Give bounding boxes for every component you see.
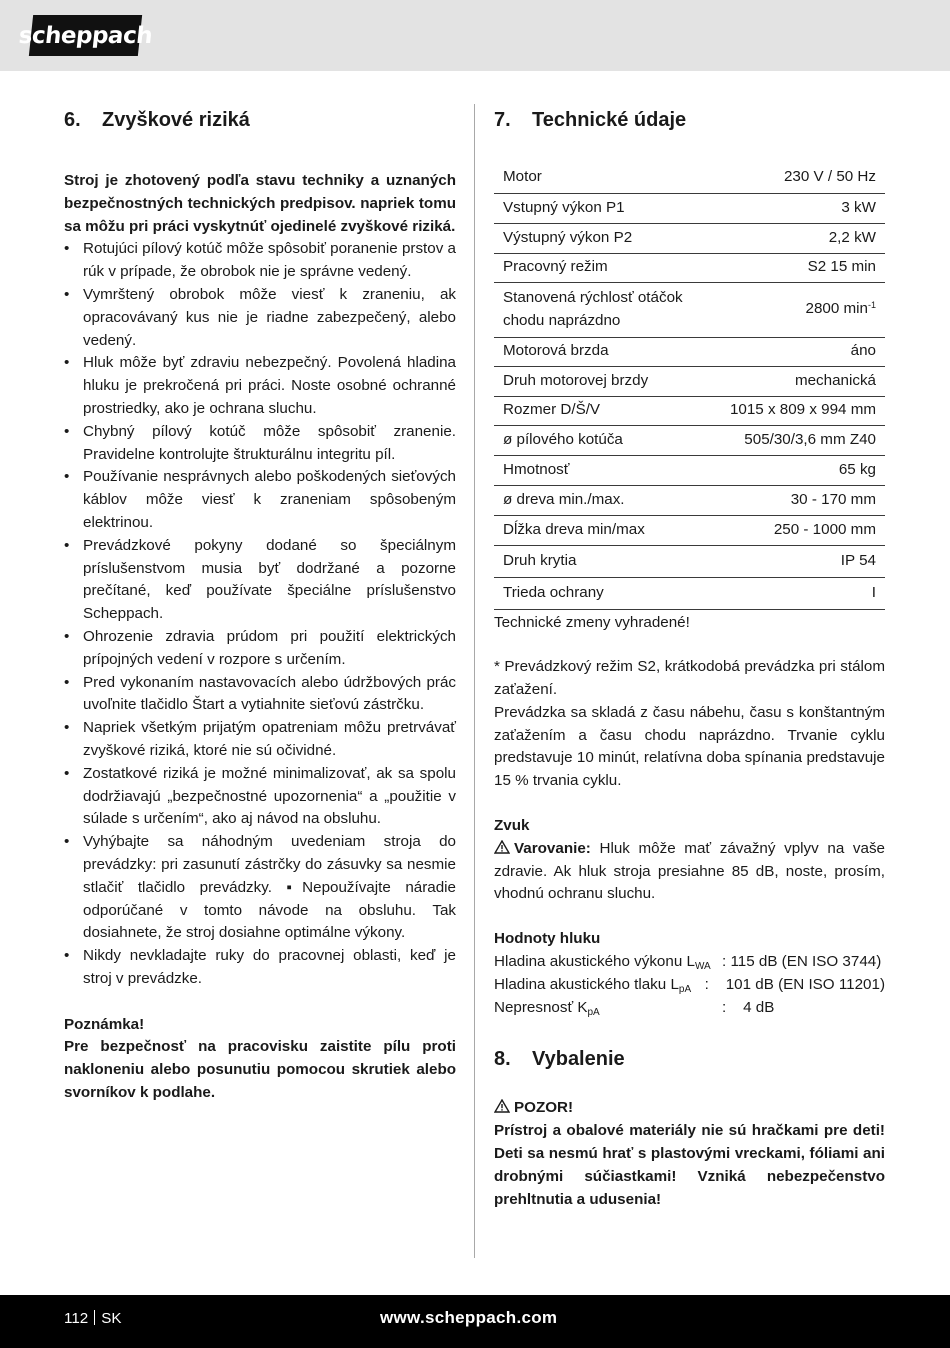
spec-label: Trieda ochrany xyxy=(494,577,712,609)
table-row xyxy=(494,455,885,485)
list-item: • Napriek všetkým prijatým opatreniam môžu pretrvávať zvyškové riziká, ktoré nie sú očividné. xyxy=(64,717,456,763)
warning-label: Varovanie: xyxy=(514,839,591,857)
spec-label: Stanovená rýchlosť otáčok chodu naprázdno xyxy=(494,282,712,337)
table-row xyxy=(494,485,885,515)
right-column xyxy=(494,106,885,1211)
section-number: 7. xyxy=(494,109,511,131)
noise-subscript: pA xyxy=(587,1006,600,1018)
spec-value: 65 kg xyxy=(712,455,885,485)
table-row xyxy=(494,223,885,253)
tech-changes-note: Technické zmeny vyhradené! xyxy=(494,613,690,631)
spec-label: ø pílového kotúča xyxy=(494,425,712,455)
spec-label: Hmotnosť xyxy=(494,455,712,485)
caution-label-text: POZOR! xyxy=(514,1099,574,1117)
column-divider xyxy=(474,104,475,1258)
table-row xyxy=(494,337,885,366)
duty-cycle-explanation: Prevádzka sa skladá z času nábehu, času s konštantným zaťažením a času chodu naprázdno. Trvanie cyklu predstavuje 10 minút, relatívna doba spínania predstavuje 15 % trvania cyklu. xyxy=(494,703,885,790)
warning-triangle-icon xyxy=(494,840,510,854)
spec-label: Výstupný výkon P2 xyxy=(494,223,712,253)
table-row xyxy=(494,193,885,223)
spec-value: 230 V / 50 Hz xyxy=(712,163,885,193)
spec-value: IP 54 xyxy=(712,545,885,577)
left-column xyxy=(64,106,456,1105)
spec-value: 505/30/3,6 mm Z40 xyxy=(712,425,885,455)
language-code: SK xyxy=(101,1310,122,1327)
spec-label: Druh krytia xyxy=(494,545,712,577)
separator xyxy=(94,1310,95,1325)
spec-value-exponent: -1 xyxy=(867,300,876,311)
list-item: • Zostatkové riziká je možné minimalizovať, ak sa spolu dodržiavajú „bezpečnostné upozornenia“ a „použitie v súlade s určením“, ako aj návod na obsluhu. xyxy=(64,763,456,831)
warning-triangle-icon xyxy=(494,1099,510,1113)
section-6-heading xyxy=(64,106,456,134)
website-link[interactable]: www.scheppach.com xyxy=(380,1308,558,1327)
spec-value: 3 kW xyxy=(712,193,885,223)
noise-label xyxy=(494,997,722,1020)
caution-text: Prístroj a obalové materiály nie sú hračkami pre deti! Deti sa nesmú hrať s plastovými vreckami, fóliami ani drobnými súčiastkami! Vzniká nebezpečenstvo prehltnutia a udusenia! xyxy=(494,1122,885,1208)
list-item: • Nikdy nevkladajte ruky do pracovnej oblasti, keď je stroj v prevádzke. xyxy=(64,945,456,991)
noise-value: : 115 dB (EN ISO 3744) xyxy=(722,953,882,971)
page-info xyxy=(64,1310,121,1327)
list-item: • Používanie nesprávnych alebo poškodených sieťových káblov môže viesť k zraneniam spôsobeným elektrinou. xyxy=(64,466,456,534)
table-row xyxy=(494,163,885,193)
spec-value: 250 - 1000 mm xyxy=(712,515,885,545)
spec-value: 2,2 kW xyxy=(712,223,885,253)
noise-label xyxy=(494,974,705,997)
spec-value-text: 2800 min xyxy=(805,300,868,318)
section-number: 8. xyxy=(494,1048,511,1071)
note-label: Poznámka! xyxy=(64,1015,145,1033)
list-item: • Rotujúci pílový kotúč môže spôsobiť poranenie prstov a rúk v prípade, že obrobok nie je správne vedený. xyxy=(64,238,456,284)
page-number: 112 xyxy=(64,1310,89,1327)
spec-label: Motorová brzda xyxy=(494,337,712,366)
noise-value-row xyxy=(494,997,885,1020)
list-item: • Vyhýbajte sa náhodným uvedeniam stroja do prevádzky: pri zasunutí zástrčky do zásuvky sa nesmie stlačiť tlačidlo prevádzky. ▪Nepoužívajte náradie odporúčané v tomto návode na obsluhu. Tak dosiahnete, že stroj dosiahne optimálne výkony. xyxy=(64,831,456,945)
spec-label: Druh motorovej brzdy xyxy=(494,366,712,396)
duty-cycle-footnote: * Prevádzkový režim S2, krátkodobá prevádzka pri stálom zaťažení. xyxy=(494,658,885,699)
list-item: • Prevádzkové pokyny dodané so špeciálnym príslušenstvom musia byť dodržané a pozorne prečítané, keď používate špeciálne príslušenstvo Scheppach. xyxy=(64,535,456,626)
noise-label-text: Nepresnosť K xyxy=(494,998,588,1016)
section-7-heading xyxy=(494,106,885,134)
spec-label: Motor xyxy=(494,163,712,193)
technical-data-table xyxy=(494,163,885,610)
noise-value-row xyxy=(494,951,885,974)
warning-text: Hluk môže mať závažný vplyv na vaše zdravie. Ak hluk stroja presiahne 85 dB, noste, prosím, vhodnú ochranu sluchu. xyxy=(494,839,885,903)
section-8-heading xyxy=(494,1045,885,1073)
section-title: Technické údaje xyxy=(532,109,687,131)
list-item: • Hluk môže byť zdraviu nebezpečný. Povolená hladina hluku je prekročená pri práci. Noste osobné ochranné prostriedky, ako je ochrana sluchu. xyxy=(64,352,456,420)
section-title: Zvyškové riziká xyxy=(102,109,250,131)
note-text: Pre bezpečnosť na pracovisku zaistite pílu proti nakloneniu alebo posunutiu pomocou skrutiek alebo svorníkov k podlahe. xyxy=(64,1038,456,1102)
section-title: Vybalenie xyxy=(532,1048,625,1071)
table-row xyxy=(494,396,885,425)
footer-bar xyxy=(0,1295,950,1348)
spec-value: 1015 x 809 x 994 mm xyxy=(712,396,885,425)
spec-value: áno xyxy=(712,337,885,366)
noise-value: : 101 dB (EN ISO 11201) xyxy=(704,975,885,993)
list-item: • Vymrštený obrobok môže viesť k zraneniu, ak opracovávaný kus nie je riadne zabezpečený, alebo vedený. xyxy=(64,284,456,352)
noise-subscript: pA xyxy=(678,983,692,995)
spec-value: S2 15 min xyxy=(712,253,885,282)
noise-subscript: WA xyxy=(694,961,711,973)
residual-risks-list xyxy=(64,238,456,990)
header-bar xyxy=(0,0,950,71)
caution-label xyxy=(494,1097,885,1120)
spec-label: Rozmer D/Š/V xyxy=(494,396,712,425)
table-row xyxy=(494,282,885,337)
spec-value: 30 - 170 mm xyxy=(712,485,885,515)
spec-label: Dĺžka dreva min/max xyxy=(494,515,712,545)
noise-label xyxy=(494,951,722,974)
residual-risks-intro: Stroj je zhotovený podľa stavu techniky a uznaných bezpečnostných technických predpisov. napriek tomu sa môžu pri práci vyskytnúť ojedinelé zvyškové riziká. xyxy=(64,172,456,235)
table-row xyxy=(494,366,885,396)
spec-label: Vstupný výkon P1 xyxy=(494,193,712,223)
scheppach-logo xyxy=(17,15,154,56)
noise-label-text: Hladina akustického výkonu L xyxy=(494,953,695,971)
list-item: • Pred vykonaním nastavovacích alebo údržbových prác uvoľnite tlačidlo Štart a vytiahnite sieťovú zástrčku. xyxy=(64,672,456,718)
noise-warning xyxy=(494,838,885,906)
noise-label-text: Hladina akustického tlaku L xyxy=(494,975,679,993)
spec-label: Pracovný režim xyxy=(494,253,712,282)
table-row xyxy=(494,425,885,455)
table-row xyxy=(494,577,885,609)
noise-value: : 4 dB xyxy=(722,998,775,1016)
table-row xyxy=(494,253,885,282)
table-row xyxy=(494,515,885,545)
table-row xyxy=(494,545,885,577)
noise-heading: Zvuk xyxy=(494,817,530,835)
spec-value xyxy=(712,282,885,337)
spec-label: ø dreva min./max. xyxy=(494,485,712,515)
list-item: • Chybný pílový kotúč môže spôsobiť zranenie. Pravidelne kontrolujte štrukturálnu integritu píl. xyxy=(64,421,456,467)
spec-value: I xyxy=(712,577,885,609)
list-item: • Ohrozenie zdravia prúdom pri použití elektrických prípojných vedení v rozpore s určením. xyxy=(64,626,456,672)
spec-value: mechanická xyxy=(712,366,885,396)
logo-text: scheppach xyxy=(17,22,154,49)
section-number: 6. xyxy=(64,109,81,131)
noise-value-row xyxy=(494,974,885,997)
noise-values-heading: Hodnoty hluku xyxy=(494,930,601,948)
note-block xyxy=(64,1014,456,1105)
